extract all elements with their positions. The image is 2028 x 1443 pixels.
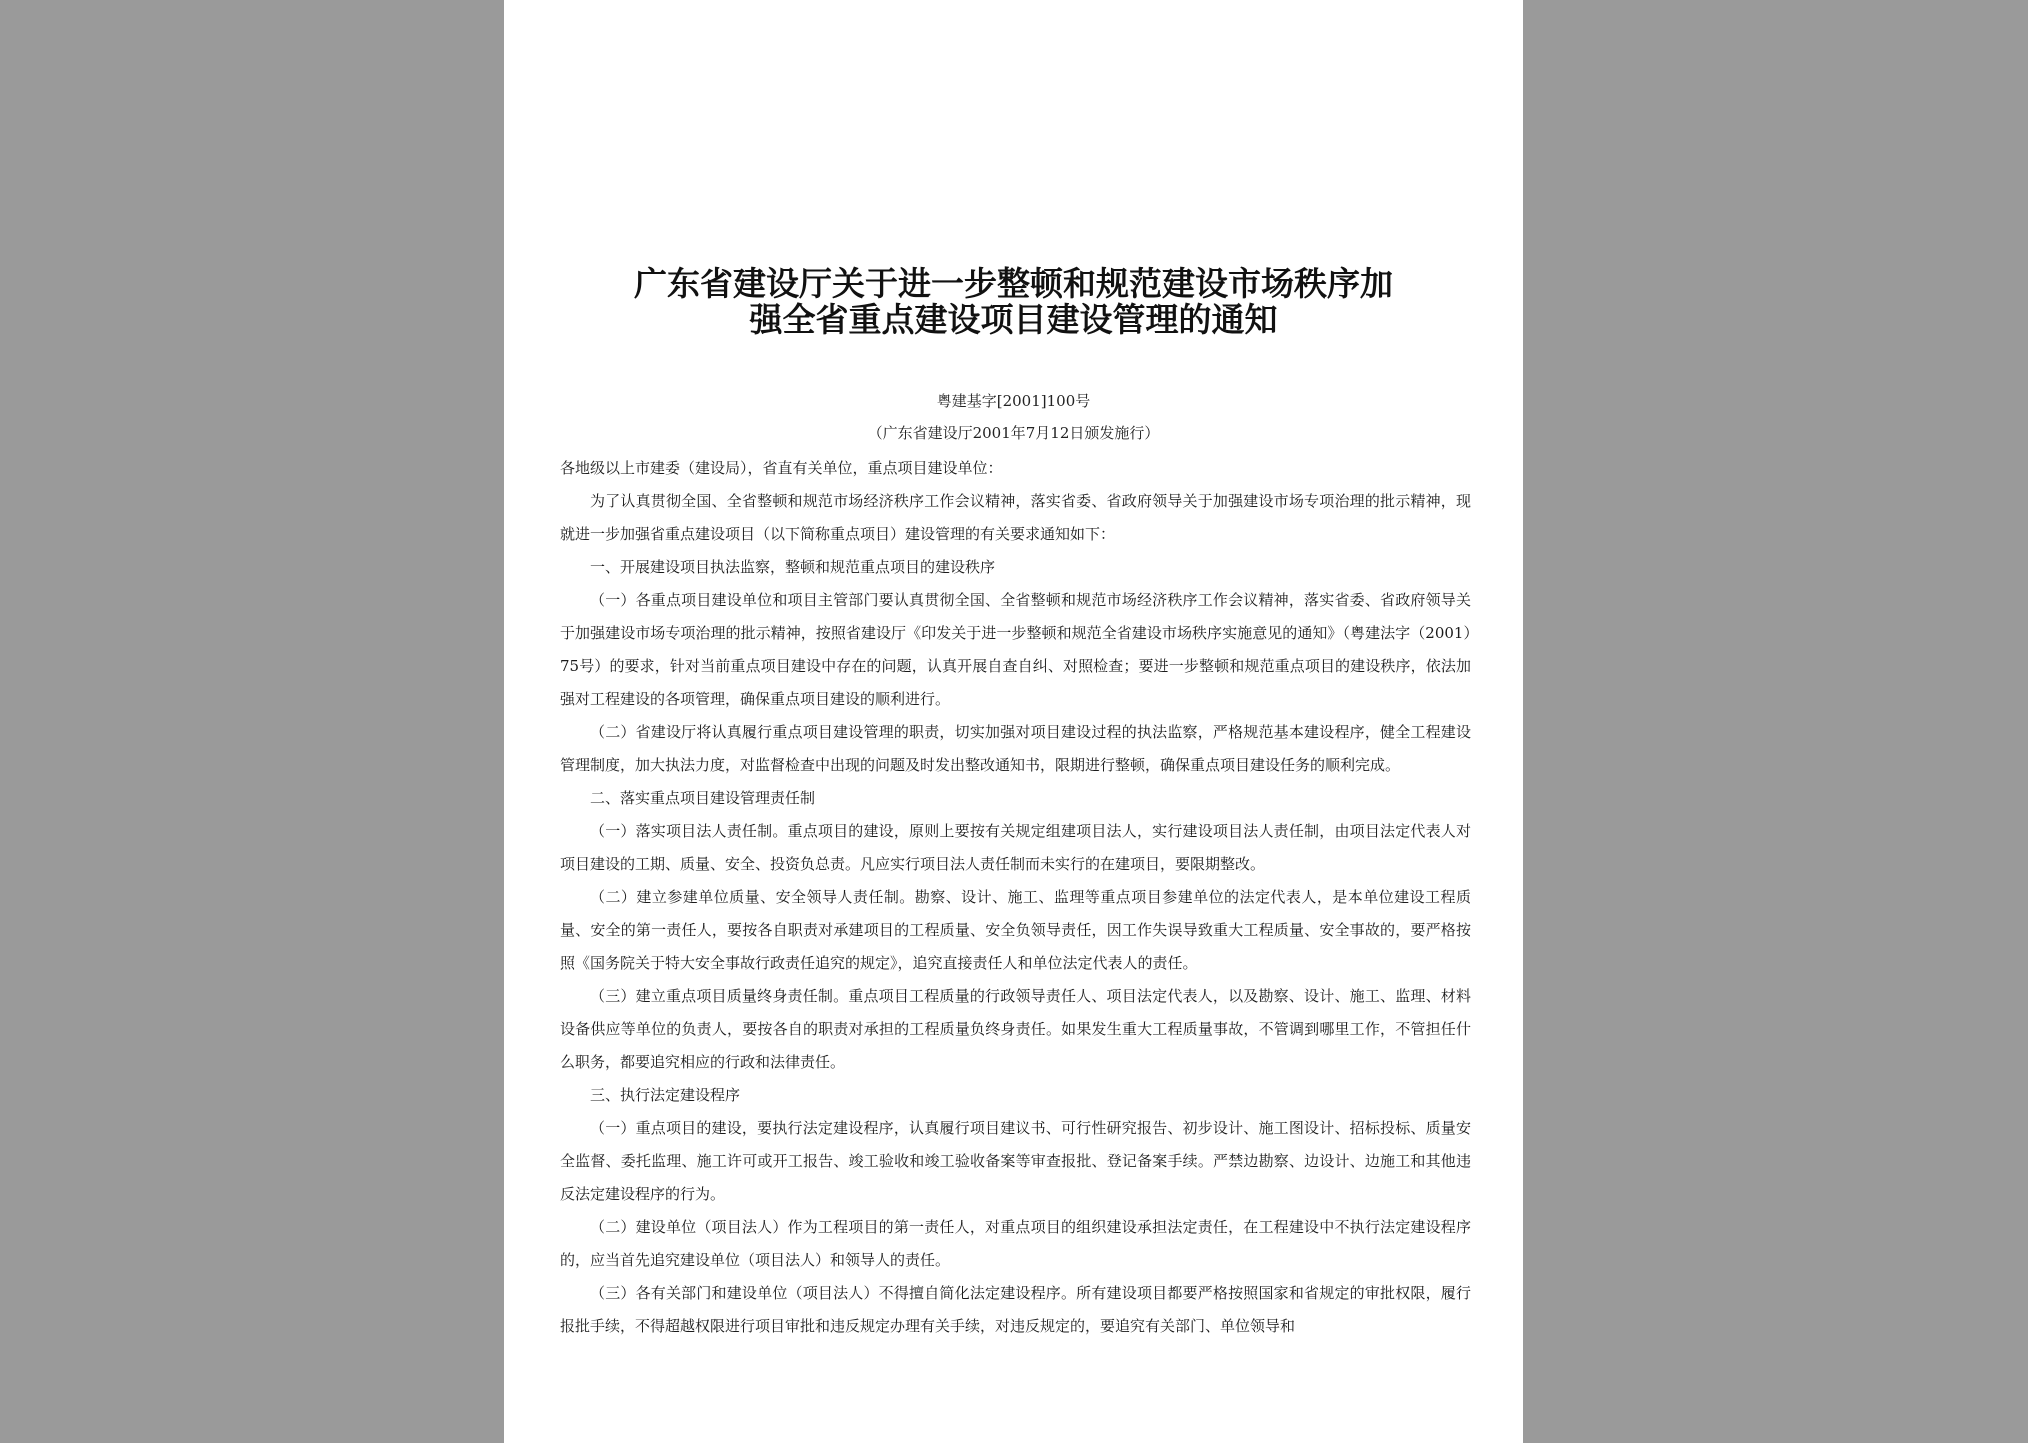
issue-note: （广东省建设厅2001年7月12日颁发施行）	[867, 424, 1160, 442]
paragraph: （三）各有关部门和建设单位（项目法人）不得擅自简化法定建设程序。所有建设项目都要严格按照国家和省规定的审批权限，履行报批手续，不得超越权限进行项目审批和违反规定办理有关手续，对违反规定的，要追究有关部门、单位领导和	[560, 1284, 1471, 1335]
paragraph: （一）重点项目的建设，要执行法定建设程序，认真履行项目建议书、可行性研究报告、初步设计、施工图设计、招标投标、质量安全监督、委托监理、施工许可或开工报告、竣工验收和竣工验收备案等审查报批、登记备案手续。严禁边勘察、边设计、边施工和其他违反法定建设程序的行为。	[560, 1119, 1471, 1203]
paragraph: （二）省建设厅将认真履行重点项目建设管理的职责，切实加强对项目建设过程的执法监察，严格规范基本建设程序，健全工程建设管理制度，加大执法力度，对监督检查中出现的问题及时发出整改通知书，限期进行整顿，确保重点项目建设任务的顺利完成。	[560, 723, 1471, 774]
document-title-line-1: 广东省建设厅关于进一步整顿和规范建设市场秩序加	[634, 264, 1393, 303]
paragraph: （二）建立参建单位质量、安全领导人责任制。勘察、设计、施工、监理等重点项目参建单位的法定代表人，是本单位建设工程质量、安全的第一责任人，要按各自职责对承建项目的工程质量、安全负领导责任，因工作失误导致重大工程质量、安全事故的，要严格按照《国务院关于特大安全事故行政责任追究的规定》，追究直接责任人和单位法定代表人的责任。	[560, 888, 1471, 972]
paragraph: （二）建设单位（项目法人）作为工程项目的第一责任人，对重点项目的组织建设承担法定责任，在工程建设中不执行法定建设程序的，应当首先追究建设单位（项目法人）和领导人的责任。	[560, 1218, 1471, 1269]
section-heading: 二、落实重点项目建设管理责任制	[590, 789, 816, 807]
section-heading: 三、执行法定建设程序	[590, 1086, 741, 1104]
paragraph: （一）各重点项目建设单位和项目主管部门要认真贯彻全国、全省整顿和规范市场经济秩序工作会议精神，落实省委、省政府领导关于加强建设市场专项治理的批示精神，按照省建设厅《印发关于进一步整顿和规范全省建设市场秩序实施意见的通知》（粤建法字（2001）75号）的要求，针对当前重点项目建设中存在的问题，认真开展自查自纠、对照检查；要进一步整顿和规范重点项目的建设秩序，依法加强对工程建设的各项管理，确保重点项目建设的顺利进行。	[560, 591, 1471, 708]
document-title-line-2: 强全省重点建设项目建设管理的通知	[749, 300, 1278, 339]
paragraph: （一）落实项目法人责任制。重点项目的建设，原则上要按有关规定组建项目法人，实行建设项目法人责任制，由项目法定代表人对项目建设的工期、质量、安全、投资负总责。凡应实行项目法人责任制而未实行的在建项目，要限期整改。	[560, 822, 1471, 873]
document-body	[560, 452, 1471, 1343]
section-heading: 一、开展建设项目执法监察，整顿和规范重点项目的建设秩序	[590, 558, 996, 576]
paragraph: 为了认真贯彻全国、全省整顿和规范市场经济秩序工作会议精神，落实省委、省政府领导关于加强建设市场专项治理的批示精神，现就进一步加强省重点建设项目（以下简称重点项目）建设管理的有关要求通知如下：	[560, 492, 1471, 543]
salutation: 各地级以上市建委（建设局），省直有关单位，重点项目建设单位：	[560, 459, 1003, 477]
document-page	[504, 0, 1523, 1443]
paragraph: （三）建立重点项目质量终身责任制。重点项目工程质量的行政领导责任人、项目法定代表人，以及勘察、设计、施工、监理、材料设备供应等单位的负责人，要按各自的职责对承担的工程质量负终身责任。如果发生重大工程质量事故，不管调到哪里工作，不管担任什么职务，都要追究相应的行政和法律责任。	[560, 987, 1471, 1071]
document-number: 粤建基字[2001]100号	[936, 392, 1091, 410]
